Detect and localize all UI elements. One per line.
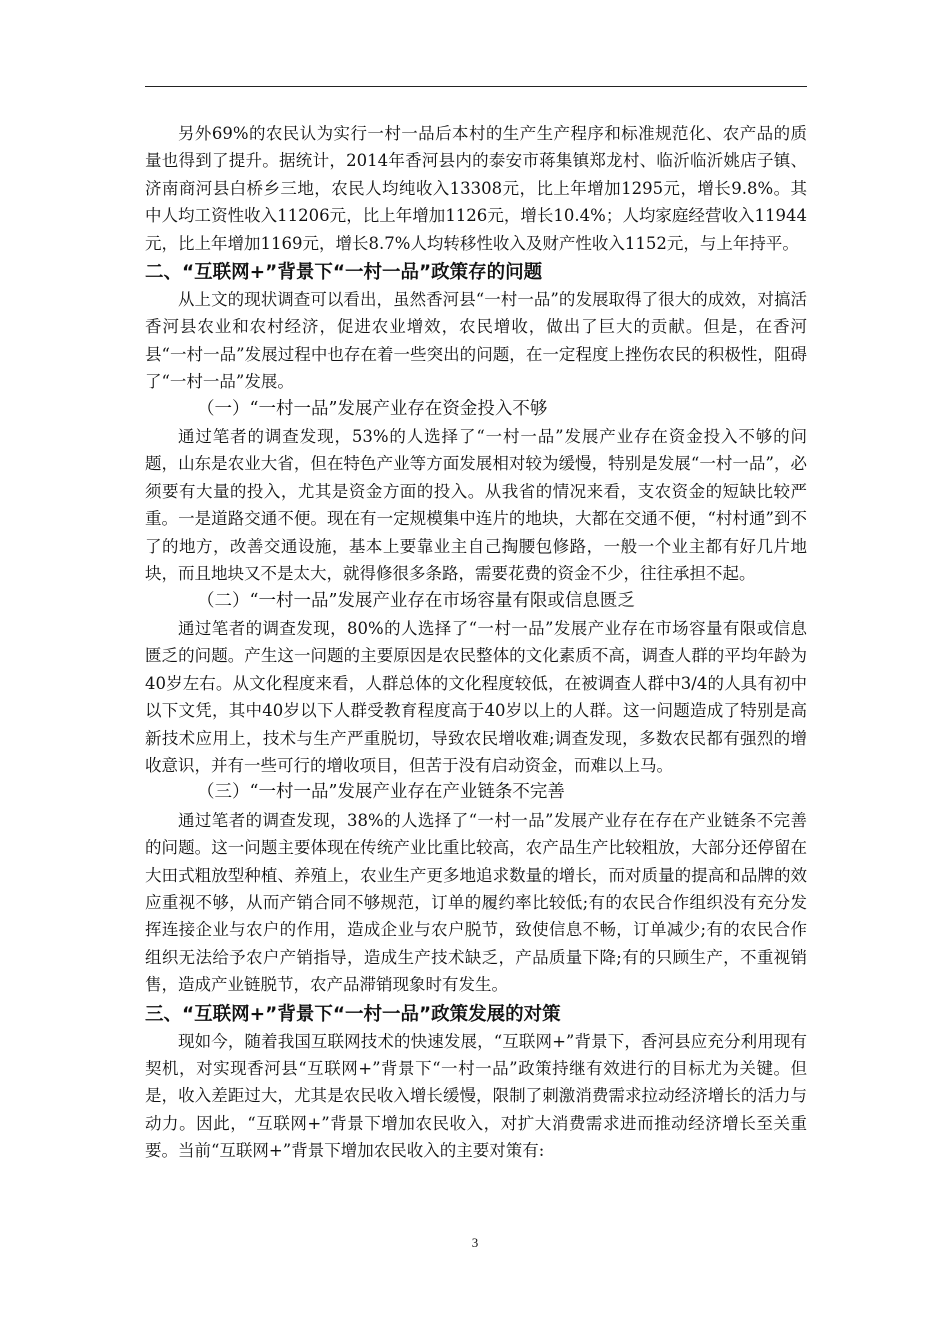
paragraph-market: 通过笔者的调查发现，80%的人选择了“一村一品”发展产业存在市场容量有限或信息匮乏的问题。产生这一问题的主要原因是农民整体的文化素质不高，调查人群的平均年龄为40岁左右。从文化程度来看，人群总体的文化程度较低，在被调查人群中3/4的人具有初中以下文凭，其中40岁以下人群受教育程度高于40岁以上的人群。这一问题造成了特别是高新技术应用上，技术与生产严重脱切，导致农民增收难;调查发现，多数农民都有强烈的增收意识，并有一些可行的增收项目，但苦于没有启动资金，而难以上马。	[145, 618, 807, 775]
paragraph-funding: 通过笔者的调查发现，53%的人选择了“一村一品”发展产业存在资金投入不够的问题，山东是农业大省，但在特色产业等方面发展相对较为缓慢，特别是发展“一村一品”，必须要有大量的投入，尤其是资金方面的投入。从我省的情况来看，支农资金的短缺比较严重。一是道路交通不便。现在有一定规模集中连片的地块，大都在交通不便，“村村通”到不了的地方，改善交通设施，基本上要靠业主自己掏腰包修路，一般一个业主都有好几片地块，而且地块又不是太大，就得修很多条路，需要花费的资金不少，往往承担不起。	[145, 427, 807, 584]
subheading-funding: （一）“一村一品”发展产业存在资金投入不够	[197, 398, 548, 419]
paragraph-income-stats: 另外69%的农民认为实行一村一品后本村的生产生产程序和标准规范化、农产品的质量也得到了提升。据统计，2014年香河县内的泰安市蒋集镇郑龙村、临沂临沂姚店子镇、济南商河县白桥乡三地，农民人均纯收入13308元，比上年增加1295元，增长9.8%。其中人均工资性收入11206元，比上年增加1126元，增长10.4%；人均家庭经营收入11944元，比上年增加1169元，增长8.7%人均转移性收入及财产性收入1152元，与上年持平。	[145, 124, 807, 253]
paragraph-countermeasures: 现如今，随着我国互联网技术的快速发展，“互联网+”背景下，香河县应充分利用现有契机，对实现香河县“互联网+”背景下“一村一品”政策持继有效进行的目标尤为关键。但是，收入差距过大，尤其是农民收入增长缓慢，限制了刺激消费需求拉动经济增长的活力与动力。因此，“互联网+”背景下增加农民收入，对扩大消费需求进而推动经济增长至关重要。当前“互联网+”背景下增加农民收入的主要对策有:	[145, 1031, 807, 1161]
section-heading-problems: 二、“互联网+”背景下“一村一品”政策存的问题	[145, 262, 543, 284]
subheading-market: （二）“一村一品”发展产业存在市场容量有限或信息匮乏	[197, 590, 635, 611]
paragraph-problems-intro: 从上文的现状调查可以看出，虽然香河县“一村一品”的发展取得了很大的成效，对搞活香河县农业和农村经济，促进农业增效，农民增收，做出了巨大的贡献。但是，在香河县“一村一品”发展过程中也存在着一些突出的问题，在一定程度上挫伤农民的积极性，阻碍了“一村一品”发展。	[145, 290, 807, 392]
subheading-chain: （三）“一村一品”发展产业存在产业链条不完善	[197, 782, 565, 803]
document-body	[145, 120, 807, 1165]
section-heading-countermeasures: 三、“互联网+”背景下“一村一品”政策发展的对策	[145, 1003, 561, 1025]
paragraph-chain: 通过笔者的调查发现，38%的人选择了“一村一品”发展产业存在存在产业链条不完善的问题。这一问题主要体现在传统产业比重比较高，农产品生产比较粗放，大部分还停留在大田式粗放型种植、养殖上，农业生产更多地追求数量的增长，而对质量的提高和品牌的效应重视不够，从而产销合同不够规范，订单的履约率比较低;有的农民合作组织没有充分发挥连接企业与农户的作用，造成企业与农户脱节，致使信息不畅，订单减少;有的农民合作组织无法给予农户产销指导，造成生产技术缺乏，产品质量下降;有的只顾生产，不重视销售，造成产业链脱节，农产品滞销现象时有发生。	[145, 810, 807, 995]
page-number: 3	[471, 1235, 479, 1250]
header-rule	[145, 86, 807, 87]
